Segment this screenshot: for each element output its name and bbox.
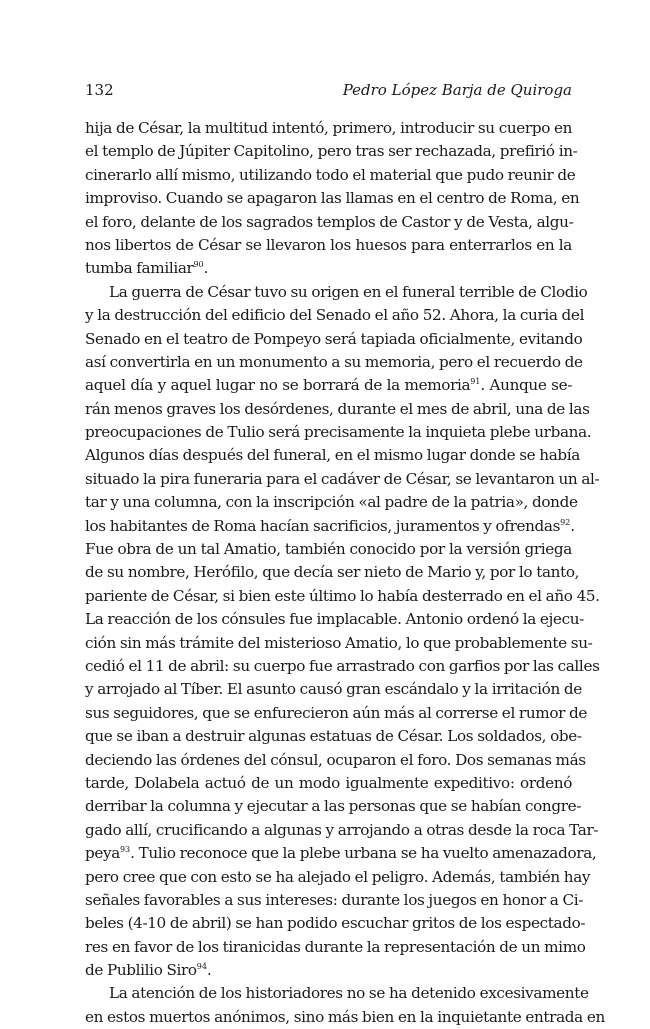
text-line bbox=[85, 936, 586, 959]
line-text: pero cree que con esto se ha alejado el peligro. Además, también hay bbox=[85, 867, 591, 886]
line-text: Senado en el teatro de Pompeyo será tapiada oficialmente, evitando bbox=[85, 329, 583, 348]
text-line bbox=[85, 468, 600, 491]
line-text: hija de César, la multitud intentó, primero, introducir su cuerpo en bbox=[85, 119, 573, 137]
line-text-continuation: . bbox=[206, 961, 212, 980]
text-line bbox=[85, 444, 581, 467]
text-line bbox=[85, 655, 600, 678]
text-line bbox=[85, 585, 600, 608]
line-text: el templo de Júpiter Capitolino, pero tras ser rechazada, prefirió in- bbox=[85, 142, 578, 161]
running-head bbox=[85, 80, 572, 100]
line-text: Algunos días después del funeral, en el mismo lugar donde se había bbox=[85, 446, 581, 465]
text-line bbox=[85, 234, 572, 257]
line-text: res en favor de los tiranicidas durante la representación de un mimo bbox=[85, 937, 586, 956]
line-text-continuation: . bbox=[203, 259, 209, 278]
text-line bbox=[85, 702, 588, 725]
text-line bbox=[85, 538, 572, 561]
text-line bbox=[85, 211, 572, 234]
text-line bbox=[85, 421, 592, 444]
text-line bbox=[85, 912, 586, 935]
line-text-continuation: . Aunque se- bbox=[480, 376, 572, 395]
line-text: improviso. Cuando se apagaron las llamas en el centro de Roma, en bbox=[85, 189, 580, 208]
text-line bbox=[85, 842, 597, 865]
page-number: 132 bbox=[85, 81, 114, 99]
text-line bbox=[85, 725, 582, 748]
line-text: nos libertos de César se llevaron los huesos para enterrarlos en la bbox=[85, 235, 572, 254]
text-line bbox=[85, 281, 588, 304]
line-text: La atención de los historiadores no se ha detenido excesivamente bbox=[109, 984, 589, 1003]
line-text: La reacción de los cónsules fue implacable. Antonio ordenó la ejecu- bbox=[85, 610, 584, 629]
text-line bbox=[85, 982, 589, 1005]
text-line bbox=[85, 819, 599, 842]
footnote-reference: 94 bbox=[196, 962, 207, 972]
line-text: La guerra de César tuvo su origen en el funeral terrible de Clodio bbox=[109, 282, 588, 301]
text-line bbox=[85, 351, 583, 374]
text-line bbox=[85, 328, 583, 351]
line-text: beles (4-10 de abril) se han podido escuchar gritos de los espectado- bbox=[85, 914, 586, 933]
line-text: de su nombre, Herófilo, que decía ser nieto de Mario y, por lo tanto, bbox=[85, 563, 580, 582]
line-text: señales favorables a sus intereses: durante los juegos en honor a Ci- bbox=[85, 890, 584, 909]
running-head-author: Pedro López Barja de Quiroga bbox=[342, 81, 572, 99]
text-line bbox=[85, 959, 572, 982]
line-text: así convertirla en un monumento a su memoria, pero el recuerdo de bbox=[85, 352, 583, 371]
text-line bbox=[85, 561, 580, 584]
line-text: aquel día y aquel lugar no se borrará de la memoria bbox=[85, 376, 471, 395]
text-line bbox=[85, 772, 572, 795]
line-text-continuation: . Tulio reconoce que la plebe urbana se ha vuelto amenazadora, bbox=[130, 844, 597, 863]
line-text: cinerarlo allí mismo, utilizando todo el material que pudo reunir de bbox=[85, 165, 576, 184]
text-line bbox=[85, 304, 585, 327]
line-text: tarde, Dolabela actuó de un modo igualmente expeditivo: ordenó bbox=[85, 773, 572, 792]
line-text: gado allí, crucificando a algunas y arrojando a otras desde la roca Tar- bbox=[85, 820, 599, 839]
line-text: tar y una columna, con la inscripción «al padre de la patria», donde bbox=[85, 493, 578, 512]
text-line bbox=[85, 678, 582, 701]
text-line bbox=[85, 187, 580, 210]
line-text: cedió el 11 de abril: su cuerpo fue arrastrado con garfios por las calles bbox=[85, 656, 600, 675]
text-line bbox=[85, 164, 576, 187]
text-line bbox=[85, 866, 591, 889]
text-line bbox=[85, 491, 578, 514]
footnote-reference: 93 bbox=[119, 845, 131, 855]
line-text: tumba familiar bbox=[85, 259, 194, 278]
line-text: que se iban a destruir algunas estatuas de César. Los soldados, obe- bbox=[85, 727, 582, 746]
text-line bbox=[85, 398, 590, 421]
text-line bbox=[85, 515, 575, 538]
text-line bbox=[85, 749, 586, 772]
line-text: pariente de César, si bien este último lo había desterrado en el año 45. bbox=[85, 586, 600, 605]
text-line bbox=[85, 1006, 605, 1029]
line-text: situado la pira funeraria para el cadáver de César, se levantaron un al- bbox=[85, 469, 600, 488]
line-text: los habitantes de Roma hacían sacrificios, juramentos y ofrendas bbox=[85, 516, 561, 535]
line-text: sus seguidores, que se enfurecieron aún más al correrse el rumor de bbox=[85, 703, 588, 722]
line-text: de Publilio Siro bbox=[85, 961, 197, 980]
text-line bbox=[85, 140, 578, 163]
line-text: Fue obra de un tal Amatio, también conocido por la versión griega bbox=[85, 540, 572, 559]
text-line bbox=[85, 889, 584, 912]
line-text: derribar la columna y ejecutar a las personas que se habían congre- bbox=[85, 797, 582, 816]
text-line bbox=[85, 257, 572, 280]
line-text: ción sin más trámite del misterioso Amatio, lo que probablemente su- bbox=[85, 633, 593, 652]
footnote-reference: 91 bbox=[470, 377, 481, 387]
line-text-continuation: . bbox=[570, 516, 575, 535]
line-text: el foro, delante de los sagrados templos de Castor y de Vesta, algu- bbox=[85, 212, 574, 231]
line-text: y la destrucción del edificio del Senado el año 52. Ahora, la curia del bbox=[85, 306, 585, 325]
footnote-reference: 90 bbox=[193, 260, 204, 270]
text-line bbox=[85, 374, 572, 397]
line-text: rán menos graves los desórdenes, durante el mes de abril, una de las bbox=[85, 399, 590, 418]
text-line bbox=[85, 795, 582, 818]
text-line bbox=[85, 608, 584, 631]
line-text: preocupaciones de Tulio será precisamente la inquieta plebe urbana. bbox=[85, 423, 592, 442]
text-line bbox=[85, 632, 593, 655]
line-text: peya bbox=[85, 844, 120, 863]
line-text: en estos muertos anónimos, sino más bien en la inquietante entrada en bbox=[85, 1007, 605, 1026]
body-text bbox=[85, 117, 605, 1029]
text-line bbox=[85, 117, 572, 140]
line-text: deciendo las órdenes del cónsul, ocuparon el foro. Dos semanas más bbox=[85, 750, 586, 769]
footnote-reference: 92 bbox=[560, 517, 571, 527]
line-text: y arrojado al Tíber. El asunto causó gran escándalo y la irritación de bbox=[85, 680, 582, 699]
